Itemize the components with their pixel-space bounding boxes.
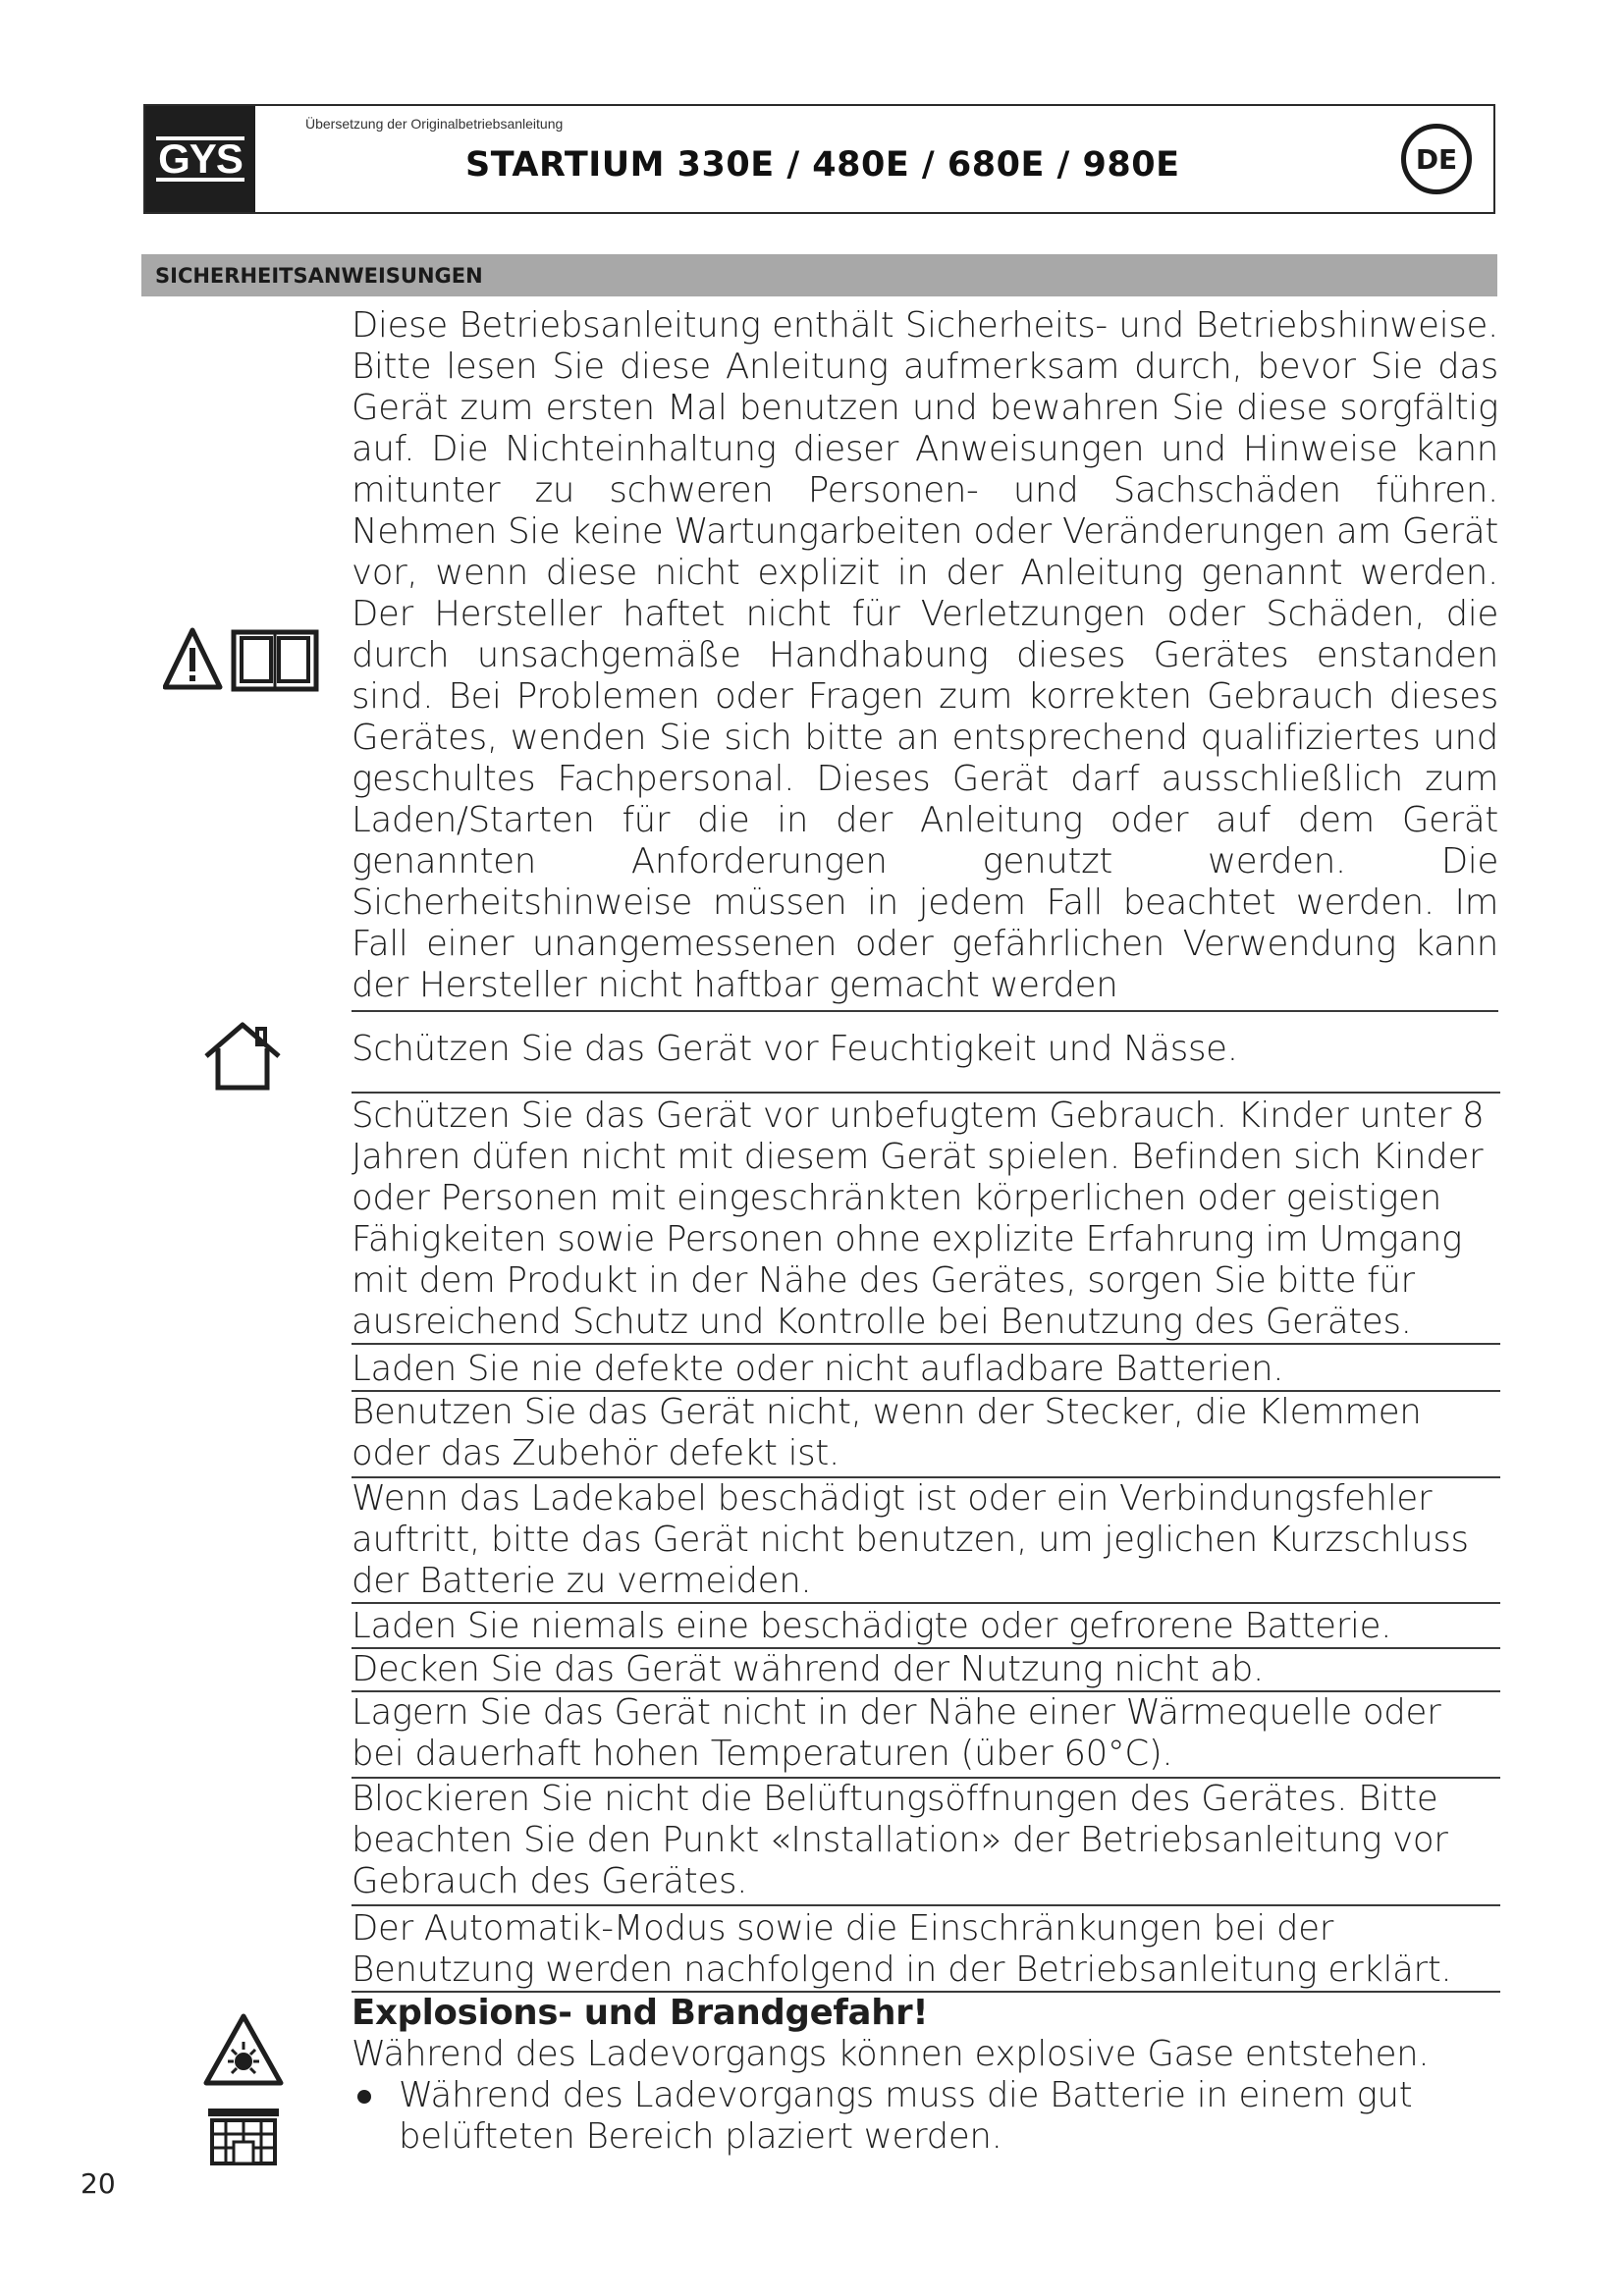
- header-subtitle: Übersetzung der Originalbetriebsanleitung: [305, 116, 564, 132]
- section-heading: SICHERHEITSANWEISUNGEN: [141, 254, 1497, 296]
- safety-do-not-cover: Decken Sie das Gerät während der Nutzung nicht ab.: [352, 1649, 1500, 1692]
- page-header: [143, 104, 1495, 214]
- safety-heat-source: Lagern Sie das Gerät nicht in der Nähe einer Wärmequelle oder bei dauerhaft hohen Temperaturen (über 60°C).: [352, 1692, 1500, 1779]
- brand-logo: [145, 106, 255, 212]
- language-badge: DE: [1401, 124, 1472, 194]
- ventilated-area-icon: [202, 2103, 285, 2167]
- safety-damaged-cable: Wenn das Ladekabel beschädigt ist oder ein Verbindungsfehler auftritt, bitte das Gerät nicht benutzen, um jeglichen Kurzschluss der Batterie zu vermeiden.: [352, 1478, 1500, 1604]
- page-number: 20: [81, 2167, 116, 2200]
- safety-ventilation: Blockieren Sie nicht die Belüftungsöffnungen des Gerätes. Bitte beachten Sie den Punkt «Installation» der Betriebsanleitung vor Gebrauch des Gerätes.: [352, 1779, 1500, 1906]
- explosion-bullet: Während des Ladevorgangs muss die Batterie in einem gut belüfteten Bereich plaziert werden.: [352, 2075, 1500, 2158]
- safety-intro-paragraph: Diese Betriebsanleitung enthält Sicherheits- und Betriebshinweise. Bitte lesen Sie diese Anleitung aufmerksam durch, bevor Sie das Gerät zum ersten Mal benutzen und bewahren Sie diese sorgfältig auf. Die Nichteinhaltung dieser Anweisungen und Hinweise kann mitunter zu schweren Personen- und Sachschäden führen. Nehmen Sie keine Wartungarbeiten oder Veränderungen am Gerät vor, wenn diese nicht explizit in der Anleitung genannt werden. Der Hersteller haftet nicht für Verletzungen oder Schäden, die durch unsachgemäße Handhabung dieses Gerätes enstanden sind. Bei Problemen oder Fragen zum korrekten Gebrauch dieses Gerätes, wenden Sie sich bitte an entsprechend qualifiziertes und geschultes Fachpersonal. Dieses Gerät darf ausschließlich zum Laden/Starten für die in der Anleitung oder auf dem Gerät genannten Anforderungen genutzt werden. Die Sicherheitshinweise müssen in jedem Fall beachtet werden. Im Fall einer unangemessenen oder gefährlichen Verwendung kann der Hersteller nicht haftbar gemacht werden: [352, 305, 1498, 1012]
- warning-read-manual-icon: [163, 626, 320, 695]
- explosion-text: Während des Ladevorgangs können explosive Gase entstehen.: [352, 2034, 1430, 2074]
- indoor-use-house-icon: [202, 1021, 283, 1092]
- safety-defective-plug: Benutzen Sie das Gerät nicht, wenn der Stecker, die Klemmen oder das Zubehör defekt ist.: [352, 1392, 1500, 1478]
- safety-unauthorized-use: Schützen Sie das Gerät vor unbefugtem Gebrauch. Kinder unter 8 Jahren düfen nicht mit diesem Gerät spielen. Befinden sich Kinder oder Personen mit eingeschränkten körperlichen oder geistigen Fähigkeiten sowie Personen ohne explizite Erfahrung im Umgang mit dem Produkt in der Nähe des Gerätes, sorgen Sie bitte für ausreichend Schutz und Kontrolle bei Benutzung des Gerätes.: [352, 1095, 1500, 1345]
- explosion-heading: Explosions- und Brandgefahr!: [352, 1993, 929, 2033]
- explosion-section: [352, 1993, 1500, 2158]
- product-title: STARTIUM 330E / 480E / 680E / 980E: [465, 145, 1180, 185]
- safety-damaged-battery: Laden Sie niemals eine beschädigte oder gefrorene Batterie.: [352, 1606, 1500, 1649]
- logo-text: GYS: [158, 135, 243, 182]
- safety-defective-batteries: Laden Sie nie defekte oder nicht aufladbare Batterien.: [352, 1349, 1500, 1392]
- explosion-warning-icon: [202, 2012, 285, 2087]
- safety-moisture-note: Schützen Sie das Gerät vor Feuchtigkeit und Nässe.: [352, 1029, 1500, 1094]
- safety-automatic-mode: Der Automatik-Modus sowie die Einschränkungen bei der Benutzung werden nachfolgend in der Betriebsanleitung erklärt.: [352, 1908, 1500, 1993]
